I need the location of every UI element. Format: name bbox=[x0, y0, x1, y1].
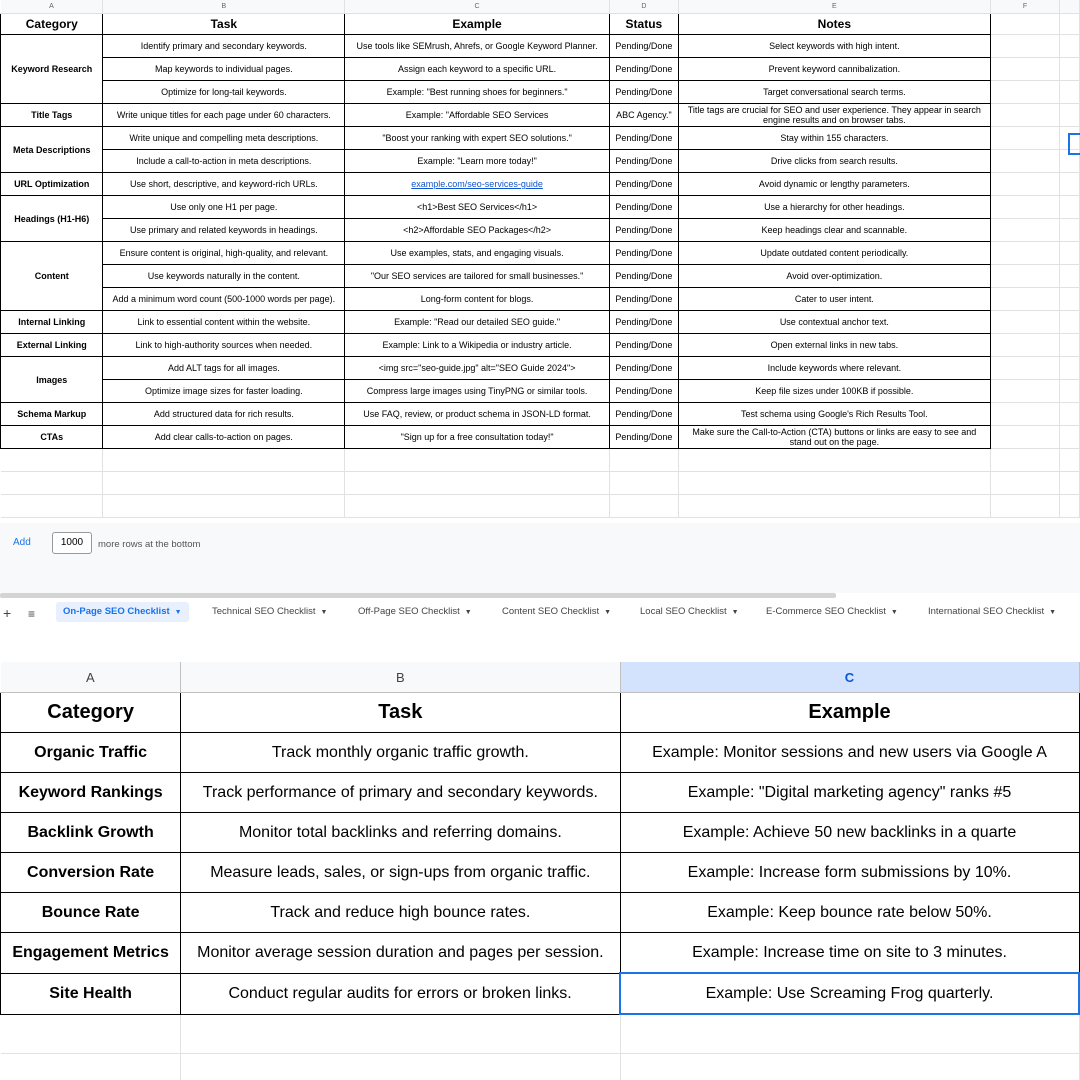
empty-cell[interactable] bbox=[990, 127, 1059, 150]
status-cell[interactable]: Pending/Done bbox=[609, 265, 678, 288]
empty-cell[interactable] bbox=[620, 1014, 1079, 1054]
task-cell[interactable]: Add clear calls-to-action on pages. bbox=[103, 426, 345, 449]
example-cell[interactable]: Example: Link to a Wikipedia or industry article. bbox=[345, 334, 610, 357]
empty-cell[interactable] bbox=[609, 449, 678, 472]
table-row bbox=[1, 380, 1080, 403]
sheet-tab[interactable] bbox=[759, 602, 905, 622]
table-row bbox=[1, 853, 1080, 893]
empty-cell[interactable] bbox=[1, 472, 103, 495]
example-cell[interactable]: Example: Achieve 50 new backlinks in a quarte bbox=[620, 813, 1079, 853]
chevron-down-icon[interactable]: ▼ bbox=[464, 609, 472, 616]
chevron-down-icon[interactable]: ▼ bbox=[320, 609, 328, 616]
task-cell[interactable]: Write unique titles for each page under 60 characters. bbox=[103, 104, 345, 127]
empty-cell[interactable] bbox=[345, 495, 610, 518]
column-header-b[interactable]: B bbox=[103, 0, 345, 14]
empty-cell[interactable] bbox=[103, 495, 345, 518]
example-cell[interactable]: Use tools like SEMrush, Ahrefs, or Google Keyword Planner. bbox=[345, 35, 610, 58]
example-cell[interactable]: Long-form content for blogs. bbox=[345, 288, 610, 311]
category-cell[interactable]: Schema Markup bbox=[1, 403, 103, 426]
category-cell[interactable]: Site Health bbox=[1, 973, 181, 1014]
header-cell[interactable]: Category bbox=[1, 14, 103, 35]
task-cell[interactable]: Ensure content is original, high-quality, and relevant. bbox=[103, 242, 345, 265]
example-cell[interactable] bbox=[345, 173, 610, 196]
category-cell[interactable]: Images bbox=[1, 357, 103, 403]
example-cell[interactable]: Assign each keyword to a specific URL. bbox=[345, 58, 610, 81]
category-cell[interactable]: Bounce Rate bbox=[1, 893, 181, 933]
empty-cell[interactable] bbox=[1060, 426, 1080, 449]
sheet-tab[interactable] bbox=[633, 602, 746, 622]
task-cell[interactable]: Link to essential content within the website. bbox=[103, 311, 345, 334]
empty-cell[interactable] bbox=[990, 357, 1059, 380]
empty-cell[interactable] bbox=[1060, 265, 1080, 288]
status-cell[interactable]: Pending/Done bbox=[609, 311, 678, 334]
notes-cell[interactable]: Avoid dynamic or lengthy parameters. bbox=[678, 173, 990, 196]
task-cell[interactable]: Conduct regular audits for errors or broken links. bbox=[181, 973, 620, 1014]
sheet-tab[interactable] bbox=[351, 602, 479, 622]
chevron-down-icon[interactable]: ▼ bbox=[1049, 609, 1057, 616]
notes-cell[interactable]: Select keywords with high intent. bbox=[678, 35, 990, 58]
empty-cell[interactable] bbox=[181, 1014, 620, 1054]
example-cell[interactable]: Example: Increase form submissions by 10%. bbox=[620, 853, 1079, 893]
task-cell[interactable]: Add structured data for rich results. bbox=[103, 403, 345, 426]
empty-cell[interactable] bbox=[1060, 472, 1080, 495]
category-cell[interactable]: Meta Descriptions bbox=[1, 127, 103, 173]
empty-cell[interactable] bbox=[103, 449, 345, 472]
empty-cell[interactable] bbox=[1060, 14, 1080, 35]
empty-cell[interactable] bbox=[1060, 35, 1080, 58]
empty-cell[interactable] bbox=[1060, 104, 1080, 127]
empty-cell[interactable] bbox=[990, 288, 1059, 311]
empty-cell[interactable] bbox=[990, 449, 1059, 472]
empty-cell[interactable] bbox=[990, 58, 1059, 81]
sheet-tab[interactable] bbox=[205, 602, 334, 622]
task-cell[interactable]: Add a minimum word count (500-1000 words per page). bbox=[103, 288, 345, 311]
table-row bbox=[1, 58, 1080, 81]
table-row bbox=[1, 219, 1080, 242]
task-cell[interactable]: Track performance of primary and secondary keywords. bbox=[181, 773, 620, 813]
example-cell[interactable]: "Our SEO services are tailored for small businesses." bbox=[345, 265, 610, 288]
example-cell[interactable]: Example: "Digital marketing agency" ranks #5 bbox=[620, 773, 1079, 813]
status-cell[interactable]: Pending/Done bbox=[609, 288, 678, 311]
column-header-c[interactable]: C bbox=[620, 662, 1079, 693]
empty-cell[interactable] bbox=[990, 265, 1059, 288]
example-cell[interactable]: <h1>Best SEO Services</h1> bbox=[345, 196, 610, 219]
notes-cell[interactable]: Include keywords where relevant. bbox=[678, 357, 990, 380]
menu-icon[interactable]: ≡ bbox=[28, 607, 36, 621]
category-cell[interactable]: Title Tags bbox=[1, 104, 103, 127]
example-cell[interactable]: Example: "Affordable SEO Services bbox=[345, 104, 610, 127]
sheet-tabs-bar bbox=[0, 598, 1080, 628]
table-row bbox=[1, 150, 1080, 173]
empty-row bbox=[1, 472, 1080, 495]
status-cell[interactable]: Pending/Done bbox=[609, 127, 678, 150]
empty-cell[interactable] bbox=[990, 219, 1059, 242]
example-cell[interactable]: "Boost your ranking with expert SEO solutions." bbox=[345, 127, 610, 150]
header-cell[interactable]: Example bbox=[620, 693, 1079, 733]
plus-icon[interactable]: + bbox=[3, 605, 12, 621]
table-row bbox=[1, 733, 1080, 773]
category-cell[interactable]: Conversion Rate bbox=[1, 853, 181, 893]
add-rows-button[interactable]: Add bbox=[13, 537, 31, 548]
header-cell[interactable]: Task bbox=[103, 14, 345, 35]
empty-cell[interactable] bbox=[990, 196, 1059, 219]
task-cell[interactable]: Include a call-to-action in meta descriptions. bbox=[103, 150, 345, 173]
task-cell[interactable]: Monitor total backlinks and referring domains. bbox=[181, 813, 620, 853]
empty-cell[interactable] bbox=[345, 472, 610, 495]
notes-cell[interactable]: Avoid over-optimization. bbox=[678, 265, 990, 288]
task-cell[interactable]: Optimize for long-tail keywords. bbox=[103, 81, 345, 104]
status-cell[interactable]: Pending/Done bbox=[609, 196, 678, 219]
sheet-tab-label: Content SEO Checklist bbox=[502, 606, 600, 617]
category-cell[interactable]: CTAs bbox=[1, 426, 103, 449]
status-cell[interactable]: Pending/Done bbox=[609, 219, 678, 242]
status-cell[interactable]: Pending/Done bbox=[609, 58, 678, 81]
chevron-down-icon[interactable]: ▼ bbox=[890, 609, 898, 616]
category-cell[interactable]: Backlink Growth bbox=[1, 813, 181, 853]
example-cell[interactable]: Compress large images using TinyPNG or similar tools. bbox=[345, 380, 610, 403]
empty-cell[interactable] bbox=[181, 1054, 620, 1080]
rows-count-input[interactable]: 1000 bbox=[52, 532, 92, 554]
empty-cell[interactable] bbox=[1, 449, 103, 472]
status-cell[interactable]: Pending/Done bbox=[609, 380, 678, 403]
notes-cell[interactable]: Keep headings clear and scannable. bbox=[678, 219, 990, 242]
status-cell[interactable]: Pending/Done bbox=[609, 403, 678, 426]
sheet-tab-label: Off-Page SEO Checklist bbox=[358, 606, 460, 617]
bottom-spreadsheet bbox=[0, 662, 1080, 1080]
category-cell[interactable]: Keyword Research bbox=[1, 35, 103, 104]
empty-cell[interactable] bbox=[1060, 196, 1080, 219]
table-row bbox=[1, 773, 1080, 813]
table-row bbox=[1, 893, 1080, 933]
column-header-b[interactable]: B bbox=[181, 662, 620, 693]
empty-row bbox=[1, 449, 1080, 472]
table-row bbox=[1, 104, 1080, 127]
sheet-tab-label: On-Page SEO Checklist bbox=[63, 606, 170, 617]
task-cell[interactable]: Optimize image sizes for faster loading. bbox=[103, 380, 345, 403]
table-row bbox=[1, 813, 1080, 853]
column-header-f[interactable]: F bbox=[990, 0, 1059, 14]
example-cell[interactable]: Example: "Read our detailed SEO guide." bbox=[345, 311, 610, 334]
example-cell[interactable]: Example: Monitor sessions and new users via Google A bbox=[620, 733, 1079, 773]
empty-cell[interactable] bbox=[990, 14, 1059, 35]
notes-cell[interactable]: Stay within 155 characters. bbox=[678, 127, 990, 150]
table-row bbox=[1, 403, 1080, 426]
header-cell[interactable]: Notes bbox=[678, 14, 990, 35]
sheet-tab-label: Technical SEO Checklist bbox=[212, 606, 316, 617]
task-cell[interactable]: Link to high-authority sources when needed. bbox=[103, 334, 345, 357]
header-cell[interactable]: Example bbox=[345, 14, 610, 35]
notes-cell[interactable]: Make sure the Call-to-Action (CTA) buttons or links are easy to see and stand out on the page. bbox=[678, 426, 990, 449]
table-row bbox=[1, 265, 1080, 288]
notes-cell[interactable]: Prevent keyword cannibalization. bbox=[678, 58, 990, 81]
empty-cell[interactable] bbox=[1060, 334, 1080, 357]
category-cell[interactable]: Content bbox=[1, 242, 103, 311]
empty-cell[interactable] bbox=[1060, 357, 1080, 380]
status-cell[interactable]: Pending/Done bbox=[609, 242, 678, 265]
empty-cell[interactable] bbox=[1060, 449, 1080, 472]
task-cell[interactable]: Use short, descriptive, and keyword-rich URLs. bbox=[103, 173, 345, 196]
status-cell[interactable]: Pending/Done bbox=[609, 173, 678, 196]
column-header-d[interactable]: D bbox=[609, 0, 678, 14]
empty-row bbox=[1, 1014, 1080, 1054]
status-cell[interactable]: Pending/Done bbox=[609, 150, 678, 173]
task-cell[interactable]: Map keywords to individual pages. bbox=[103, 58, 345, 81]
empty-row bbox=[1, 1054, 1080, 1080]
empty-cell[interactable] bbox=[990, 472, 1059, 495]
example-cell[interactable]: Example: "Best running shoes for beginners." bbox=[345, 81, 610, 104]
empty-cell[interactable] bbox=[1060, 380, 1080, 403]
category-cell[interactable]: External Linking bbox=[1, 334, 103, 357]
task-cell[interactable]: Write unique and compelling meta descriptions. bbox=[103, 127, 345, 150]
task-cell[interactable]: Use only one H1 per page. bbox=[103, 196, 345, 219]
category-cell[interactable]: Organic Traffic bbox=[1, 733, 181, 773]
empty-cell[interactable] bbox=[609, 472, 678, 495]
notes-cell[interactable]: Drive clicks from search results. bbox=[678, 150, 990, 173]
empty-cell[interactable] bbox=[1060, 58, 1080, 81]
empty-cell[interactable] bbox=[1060, 173, 1080, 196]
notes-cell[interactable]: Use contextual anchor text. bbox=[678, 311, 990, 334]
status-cell[interactable]: Pending/Done bbox=[609, 334, 678, 357]
example-cell[interactable]: Use examples, stats, and engaging visuals. bbox=[345, 242, 610, 265]
empty-cell[interactable] bbox=[609, 495, 678, 518]
status-cell[interactable]: Pending/Done bbox=[609, 81, 678, 104]
table-row bbox=[1, 426, 1080, 449]
task-cell[interactable]: Measure leads, sales, or sign-ups from organic traffic. bbox=[181, 853, 620, 893]
category-cell[interactable]: Internal Linking bbox=[1, 311, 103, 334]
table-row bbox=[1, 81, 1080, 104]
add-rows-bar bbox=[0, 523, 1080, 593]
empty-cell[interactable] bbox=[990, 81, 1059, 104]
column-header-a[interactable]: A bbox=[1, 662, 181, 693]
task-cell[interactable]: Use primary and related keywords in headings. bbox=[103, 219, 345, 242]
task-cell[interactable]: Add ALT tags for all images. bbox=[103, 357, 345, 380]
empty-cell[interactable] bbox=[1060, 403, 1080, 426]
column-header-e[interactable]: E bbox=[678, 0, 990, 14]
empty-cell[interactable] bbox=[990, 426, 1059, 449]
empty-cell[interactable] bbox=[990, 380, 1059, 403]
empty-cell[interactable] bbox=[678, 472, 990, 495]
header-cell[interactable]: Task bbox=[181, 693, 620, 733]
notes-cell[interactable]: Cater to user intent. bbox=[678, 288, 990, 311]
table-row bbox=[1, 933, 1080, 974]
empty-cell[interactable] bbox=[990, 242, 1059, 265]
example-cell[interactable]: Example: Keep bounce rate below 50%. bbox=[620, 893, 1079, 933]
task-cell[interactable]: Track monthly organic traffic growth. bbox=[181, 733, 620, 773]
task-cell[interactable]: Track and reduce high bounce rates. bbox=[181, 893, 620, 933]
task-cell[interactable]: Monitor average session duration and pages per session. bbox=[181, 933, 620, 974]
add-rows-label: more rows at the bottom bbox=[98, 539, 201, 550]
category-cell[interactable]: URL Optimization bbox=[1, 173, 103, 196]
chevron-down-icon[interactable]: ▼ bbox=[604, 609, 612, 616]
empty-cell[interactable] bbox=[1060, 288, 1080, 311]
table-row bbox=[1, 196, 1080, 219]
column-header-a[interactable]: A bbox=[1, 0, 103, 14]
example-cell[interactable]: "Sign up for a free consultation today!" bbox=[345, 426, 610, 449]
example-cell[interactable]: Example: Use Screaming Frog quarterly. bbox=[620, 973, 1079, 1014]
table-row bbox=[1, 127, 1080, 150]
empty-cell[interactable] bbox=[1, 1014, 181, 1054]
status-cell[interactable]: Pending/Done bbox=[609, 35, 678, 58]
sheet-tab-label: E-Commerce SEO Checklist bbox=[766, 606, 886, 617]
empty-cell[interactable] bbox=[1060, 495, 1080, 518]
category-cell[interactable]: Keyword Rankings bbox=[1, 773, 181, 813]
example-cell[interactable]: <img src="seo-guide.jpg" alt="SEO Guide 2024"> bbox=[345, 357, 610, 380]
example-cell[interactable]: Example: "Learn more today!" bbox=[345, 150, 610, 173]
checklist-grid bbox=[0, 0, 1080, 518]
empty-cell[interactable] bbox=[1060, 311, 1080, 334]
status-cell[interactable]: ABC Agency." bbox=[609, 104, 678, 127]
empty-cell[interactable] bbox=[990, 104, 1059, 127]
empty-cell[interactable] bbox=[990, 311, 1059, 334]
column-header-c[interactable]: C bbox=[345, 0, 610, 14]
empty-cell[interactable] bbox=[990, 150, 1059, 173]
empty-cell[interactable] bbox=[990, 403, 1059, 426]
table-row bbox=[1, 35, 1080, 58]
notes-cell[interactable]: Keep file sizes under 100KB if possible. bbox=[678, 380, 990, 403]
table-row bbox=[1, 973, 1080, 1014]
category-cell[interactable]: Headings (H1-H6) bbox=[1, 196, 103, 242]
sheet-tab[interactable] bbox=[495, 602, 618, 622]
sheet-tab[interactable] bbox=[921, 602, 1063, 622]
table-row bbox=[1, 242, 1080, 265]
example-cell[interactable]: Example: Increase time on site to 3 minutes. bbox=[620, 933, 1079, 974]
table-row bbox=[1, 288, 1080, 311]
notes-cell[interactable]: Use a hierarchy for other headings. bbox=[678, 196, 990, 219]
table-row bbox=[1, 311, 1080, 334]
category-cell[interactable]: Engagement Metrics bbox=[1, 933, 181, 974]
column-header-blank bbox=[1060, 0, 1080, 14]
empty-cell[interactable] bbox=[990, 35, 1059, 58]
example-cell[interactable]: <h2>Affordable SEO Packages</h2> bbox=[345, 219, 610, 242]
header-cell[interactable]: Category bbox=[1, 693, 181, 733]
table-row bbox=[1, 334, 1080, 357]
empty-cell[interactable] bbox=[678, 495, 990, 518]
empty-cell[interactable] bbox=[990, 334, 1059, 357]
empty-cell[interactable] bbox=[1, 495, 103, 518]
notes-cell[interactable]: Title tags are crucial for SEO and user experience. They appear in search engine results and on browser tabs. bbox=[678, 104, 990, 127]
notes-cell[interactable]: Target conversational search terms. bbox=[678, 81, 990, 104]
example-link[interactable]: example.com/seo-services-guide bbox=[411, 179, 543, 189]
table-row bbox=[1, 357, 1080, 380]
notes-cell[interactable]: Test schema using Google's Rich Results Tool. bbox=[678, 403, 990, 426]
empty-cell[interactable] bbox=[990, 173, 1059, 196]
empty-cell[interactable] bbox=[1060, 219, 1080, 242]
sheet-tab[interactable] bbox=[56, 602, 189, 622]
chevron-down-icon[interactable]: ▼ bbox=[174, 609, 182, 616]
task-cell[interactable]: Identify primary and secondary keywords. bbox=[103, 35, 345, 58]
sheet-tab-label: International SEO Checklist bbox=[928, 606, 1045, 617]
empty-cell[interactable] bbox=[1060, 242, 1080, 265]
empty-cell[interactable] bbox=[1, 1054, 181, 1080]
empty-cell[interactable] bbox=[620, 1054, 1079, 1080]
header-cell[interactable]: Status bbox=[609, 14, 678, 35]
status-cell[interactable]: Pending/Done bbox=[609, 357, 678, 380]
table-row bbox=[1, 173, 1080, 196]
empty-cell[interactable] bbox=[1060, 81, 1080, 104]
status-cell[interactable]: Pending/Done bbox=[609, 426, 678, 449]
notes-cell[interactable]: Open external links in new tabs. bbox=[678, 334, 990, 357]
empty-cell[interactable] bbox=[678, 449, 990, 472]
notes-cell[interactable]: Update outdated content periodically. bbox=[678, 242, 990, 265]
task-cell[interactable]: Use keywords naturally in the content. bbox=[103, 265, 345, 288]
chevron-down-icon[interactable]: ▼ bbox=[731, 609, 739, 616]
sheet-tab-label: Local SEO Checklist bbox=[640, 606, 727, 617]
empty-cell[interactable] bbox=[345, 449, 610, 472]
empty-row bbox=[1, 495, 1080, 518]
empty-cell[interactable] bbox=[990, 495, 1059, 518]
empty-cell[interactable] bbox=[103, 472, 345, 495]
selected-cell-indicator bbox=[1068, 133, 1080, 155]
example-cell[interactable]: Use FAQ, review, or product schema in JSON-LD format. bbox=[345, 403, 610, 426]
